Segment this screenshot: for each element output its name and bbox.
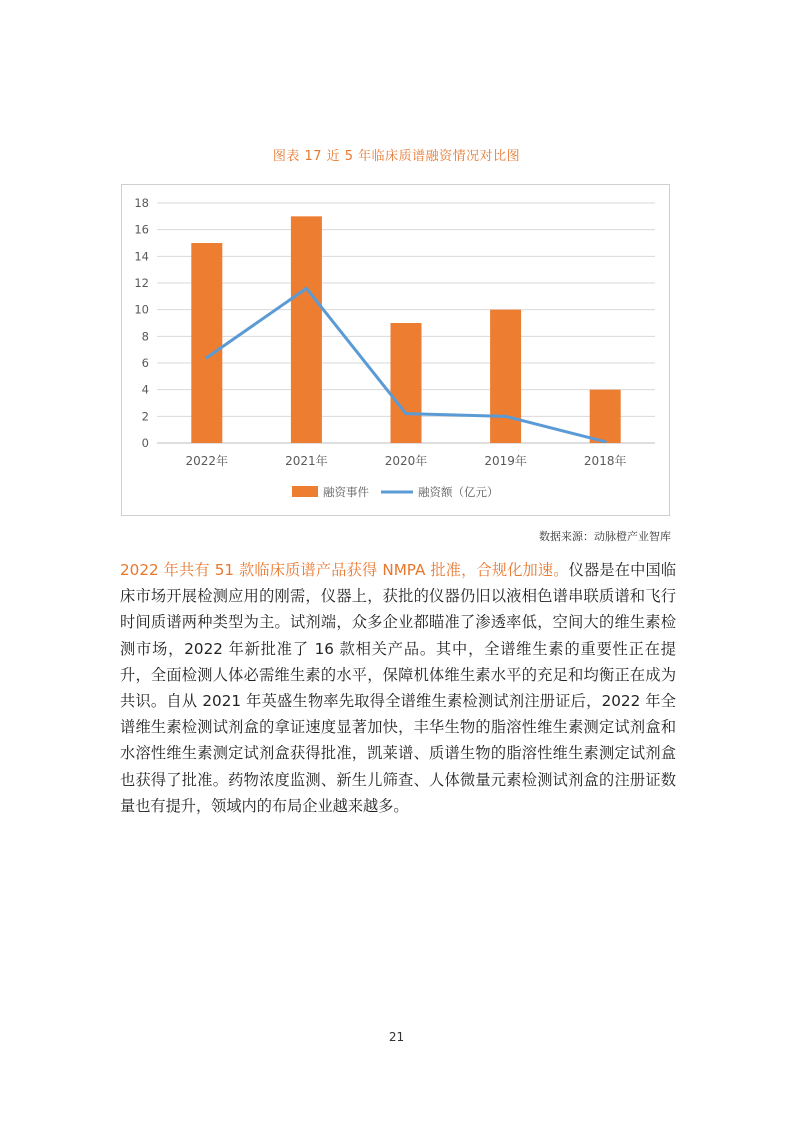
y-tick-label: 0 [141,436,149,450]
y-tick-label: 10 [134,302,149,317]
bar-2019年 [490,310,521,443]
y-tick-label: 6 [141,356,149,370]
page-number: 21 [388,1030,405,1044]
legend-label-line: 融资额（亿元） [418,485,499,499]
highlight-sentence: 2022 年共有 51 款临床质谱产品获得 NMPA 批准，合规化加速。 [120,561,569,579]
y-tick-label: 8 [141,329,149,344]
legend-label-bar: 融资事件 [323,485,369,499]
y-tick-label: 12 [134,276,149,290]
y-tick-label: 2 [141,409,149,424]
body-text: 仪器是在中国临床市场开展检测应用的刚需，仪器上，获批的仪器仍旧以液相色谱串联质谱和飞行时间质谱两种类型为主。试剂端，众多企业都瞄准了渗透率低，空间大的维生素检测市场，2022 年新批准了 16 款相关产品。其中，全谱维生素的重要性正在提升，全面检测人体必需维生素的水平，保障机体维生素水平的充足和均衡正在成为共识。自从 2021 年英盛生物率先取得全谱维生素检测试剂注册证后，2022 年全谱维生素检测试剂盒的拿证速度显著加快，丰华生物的脂溶性维生素测定试剂盒和水溶性维生素测定试剂盒获得批准，凯莱谱、质谱生物的脂溶性维生素测定试剂盒也获得了批准。药物浓度监测、新生儿筛查、人体微量元素检测试剂盒的注册证数量也有提升，领域内的布局企业越来越多。 [120,561,677,815]
body-paragraph [120,557,676,819]
x-tick-label: 2021年 [285,454,328,468]
x-tick-label: 2022年 [185,454,229,468]
y-tick-label: 16 [134,222,149,237]
bar-2020年 [391,323,422,443]
bar-2021年 [291,216,322,443]
y-tick-label: 14 [134,249,149,264]
x-tick-label: 2019年 [484,454,527,468]
legend-swatch-bar [292,486,318,497]
figure-title: 图表 17 近 5 年临床质谱融资情况对比图 [272,149,521,164]
y-tick-label: 4 [141,382,149,397]
bar-2022年 [191,243,222,443]
x-tick-label: 2020年 [384,454,428,468]
y-tick-label: 18 [134,196,149,210]
chart-container [121,184,670,516]
x-tick-label: 2018年 [583,454,627,468]
bar-2018年 [590,390,621,443]
financing-chart [122,185,671,517]
data-source: 数据来源：动脉橙产业智库 [539,530,671,543]
